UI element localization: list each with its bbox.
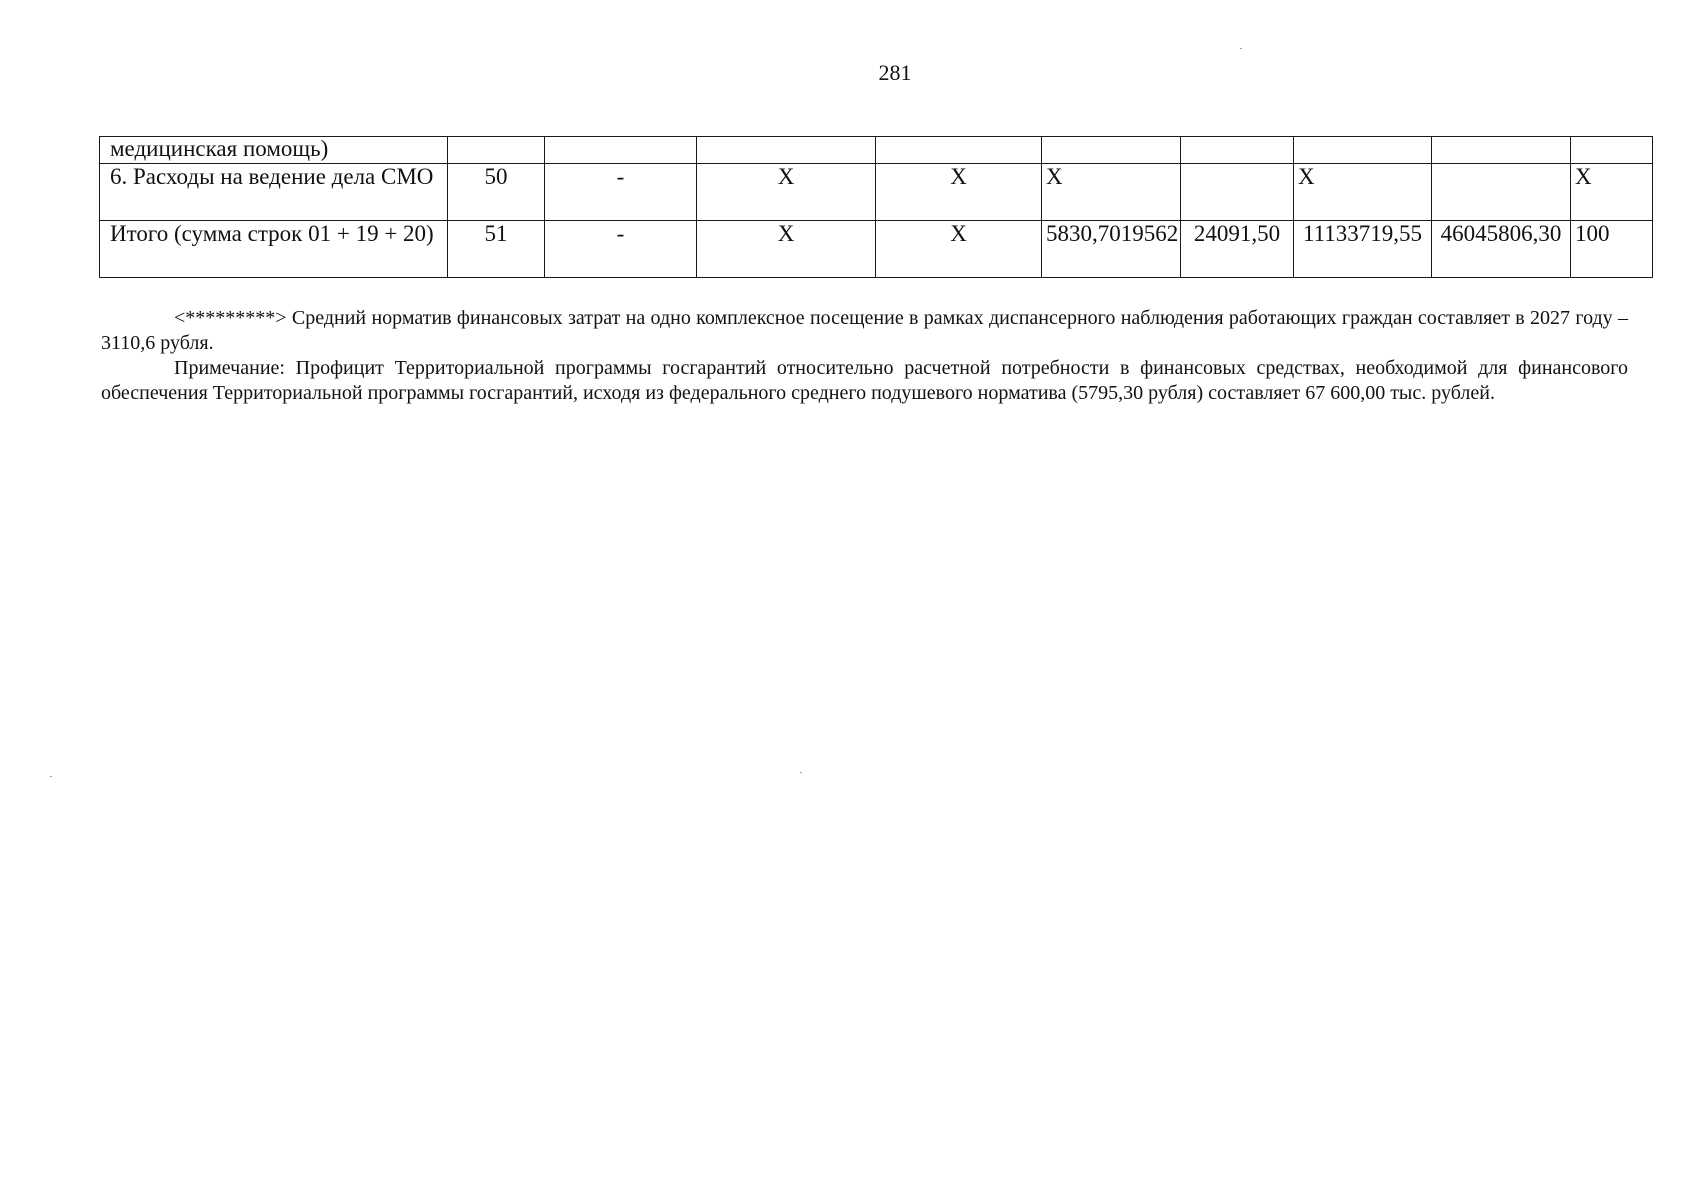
table-cell [1181,137,1294,164]
table-cell: X [1294,164,1432,221]
table-cell: 46045806,30 [1432,221,1571,278]
table-cell: X [1571,164,1653,221]
footnote-paragraph: <*********> Средний норматив финансовых затрат на одно комплексное посещение в рамках диспансерного наблюдения работающих граждан составляет в 2027 году – 3110,6 рубля. [101,307,1628,354]
table-cell [545,137,697,164]
table-cell: X [697,164,876,221]
table-cell [1294,137,1432,164]
table-cell: 50 [448,164,545,221]
table-cell: 51 [448,221,545,278]
table-cell: - [545,164,697,221]
remark-paragraph: Примечание: Профицит Территориальной программы госгарантий относительно расчетной потребности в финансовых средствах, необходимой для финансового обеспечения Территориальной программы госгарантий, исходя из федерального среднего подушевого норматива (5795,30 рубля) составляет 67 600,00 тыс. рублей. [101,357,1628,404]
scan-speck [50,776,52,777]
row-label: 6. Расходы на ведение дела СМО [100,164,448,221]
table-cell: X [876,221,1042,278]
table-cell [876,137,1042,164]
row-label: медицинская помощь) [100,137,448,164]
financing-table [99,136,1653,278]
table-cell [1571,137,1653,164]
row-label: Итого (сумма строк 01 + 19 + 20) [100,221,448,278]
table-cell [448,137,545,164]
table-cell: - [545,221,697,278]
table-cell [1432,164,1571,221]
table-cell [1432,137,1571,164]
table-cell [1181,164,1294,221]
scan-speck [800,772,802,773]
table-row [100,221,1653,278]
table-cell: 11133719,55 [1294,221,1432,278]
table-row [100,164,1653,221]
table-cell [1042,137,1181,164]
table-cell: X [876,164,1042,221]
scan-speck [1240,48,1242,49]
table-cell: X [1042,164,1181,221]
table-cell: 100 [1571,221,1653,278]
table-cell: X [697,221,876,278]
table-cell [697,137,876,164]
table-cell: 24091,50 [1181,221,1294,278]
table-row [100,137,1653,164]
notes-block [101,306,1628,406]
page-number: 281 [878,60,912,85]
table-cell: 5830,7019562 [1042,221,1181,278]
